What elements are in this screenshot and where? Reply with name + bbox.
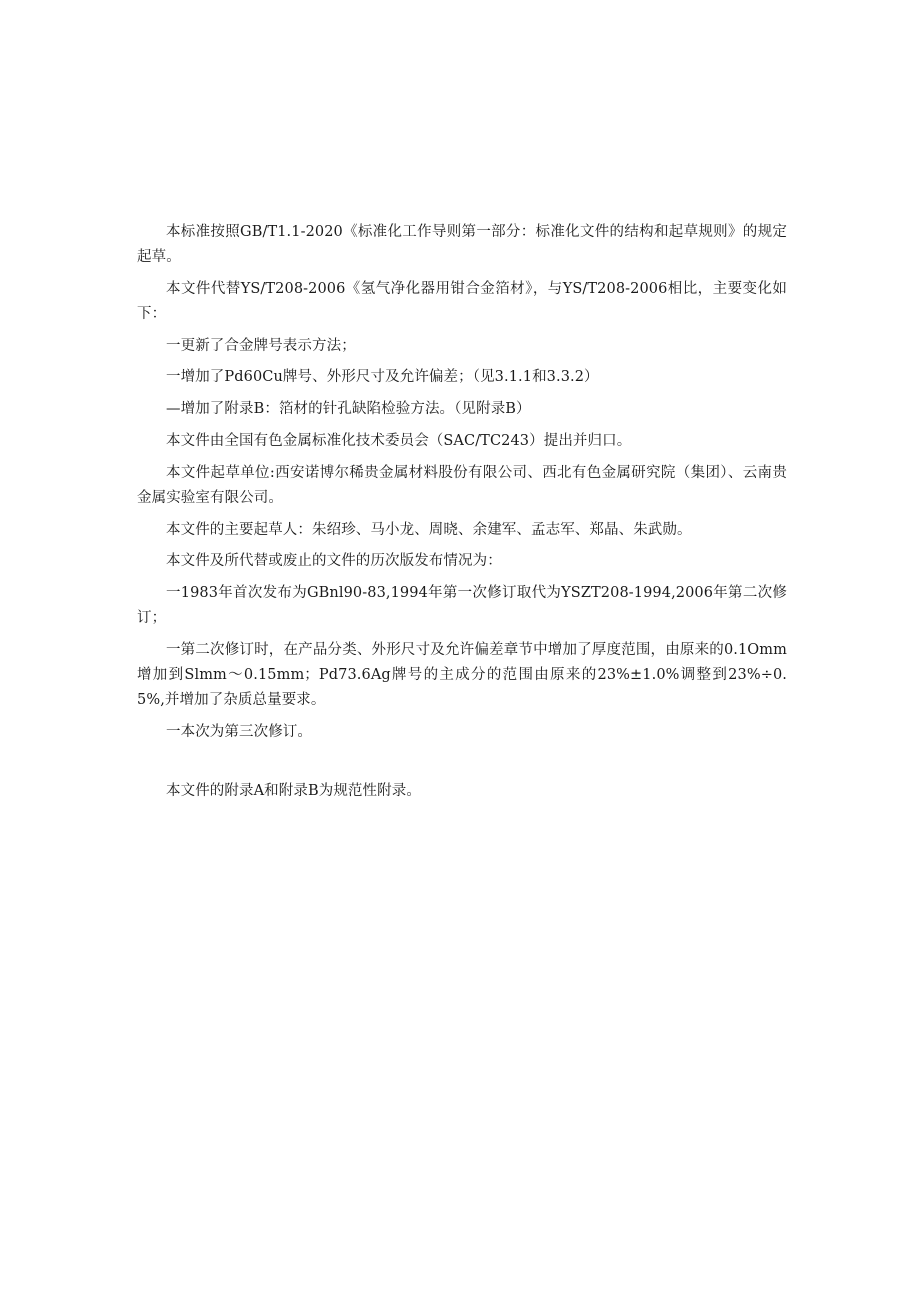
drafters-paragraph: 本文件的主要起草人：朱绍珍、马小龙、周晓、余建军、孟志军、郑晶、朱武勋。 (166, 521, 692, 538)
history-intro-paragraph: 本文件及所代替或废止的文件的历次版发布情况为： (166, 553, 502, 570)
history-item-first-release: 一1983年首次发布为GBnl90-83,1994年第一次修订取代为YSZT208-1994,2006年第二次修订； (137, 585, 787, 627)
change-item-appendix-b: —增加了附录B：箔材的针孔缺陷检验方法。（见附录B） (166, 401, 531, 418)
proposer-paragraph: 本文件由全国有色金属标准化技术委员会（SAC/TC243）提出并归口。 (166, 432, 632, 449)
replacement-paragraph: 本文件代替YS/T208-2006《氢气净化器用钳合金箔材》，与YS/T208-2006相比，主要变化如下： (137, 280, 787, 322)
history-item-third-revision: 一本次为第三次修订。 (166, 723, 312, 740)
foreword-body (137, 220, 787, 811)
appendix-note-paragraph: 本文件的附录A和附录B为规范性附录。 (166, 782, 421, 799)
drafting-units-paragraph: 本文件起草单位:西安诺博尔稀贵金属材料股份有限公司、西北有色金属研究院（集团）、云南贵金属实验室有限公司。 (137, 464, 787, 506)
change-item-pd60cu: 一增加了Pd60Cu牌号、外形尺寸及允许偏差；（见3.1.1和3.3.2） (166, 369, 599, 386)
change-item-grade-designation: 一更新了合金牌号表示方法； (166, 337, 356, 354)
history-item-second-revision: 一第二次修订时，在产品分类、外形尺寸及允许偏差章节中增加了厚度范围，由原来的0.1Omm增加到Slmm～0.15mm；Pd73.6Ag牌号的主成分的范围由原来的23%±1.0%调整到23%÷0.5%,并增加了杂质总量要求。 (137, 641, 787, 708)
drafting-rules-paragraph: 本标准按照GB/T1.1-2020《标准化工作导则第一部分：标准化文件的结构和起草规则》的规定起草。 (137, 224, 787, 265)
